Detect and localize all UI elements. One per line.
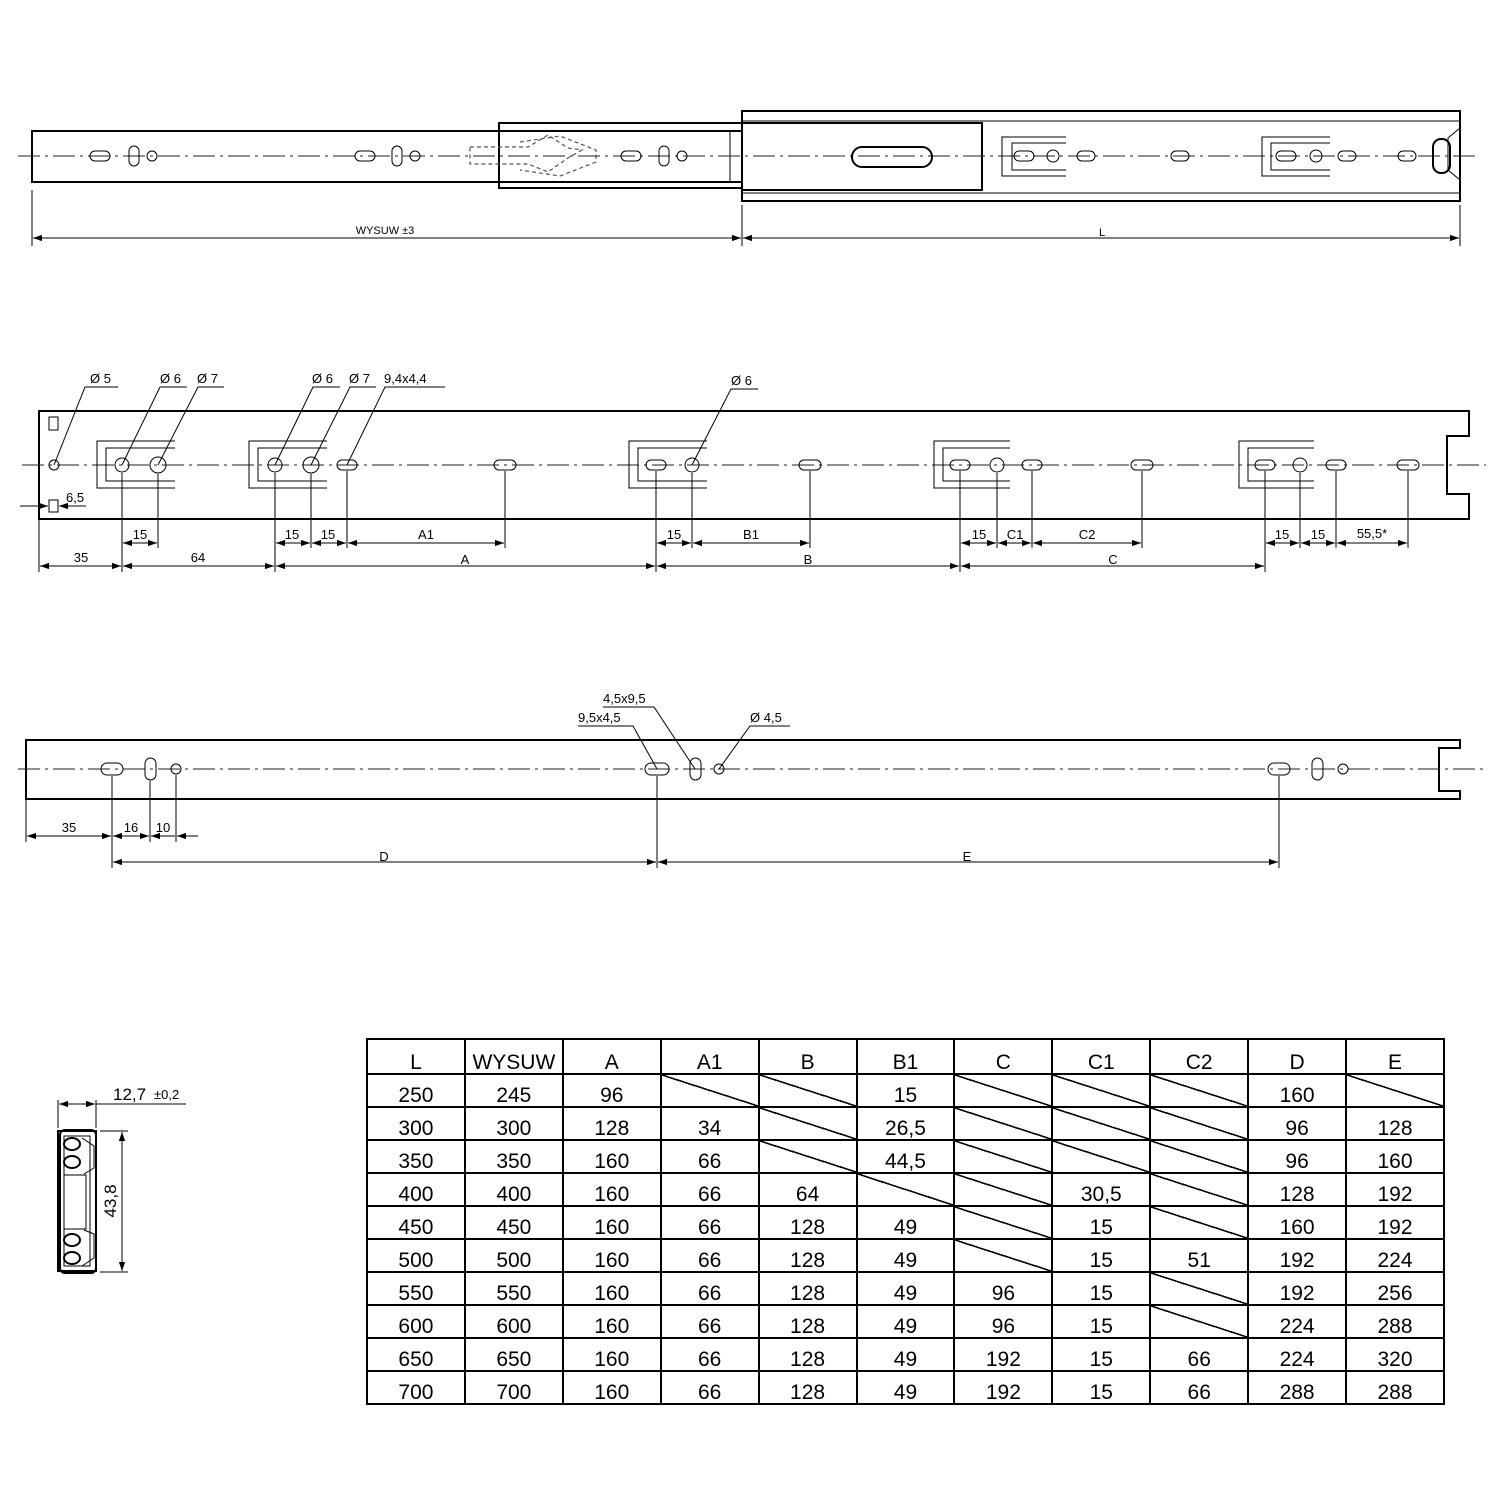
table-cell [1052,1107,1150,1140]
dim-10: 10 [155,820,171,835]
table-cell: 49 [857,1239,955,1272]
dim-64: 64 [190,550,206,565]
table-cell: 192 [1248,1272,1346,1305]
table-cell: 30,5 [1052,1173,1150,1206]
dim-B1: B1 [743,527,759,542]
view-extended-slide [18,111,1478,246]
table-cell: 66 [661,1305,759,1338]
table-row [367,1107,1444,1140]
table-cell: 15 [1052,1239,1150,1272]
table-cell [1150,1305,1248,1338]
col-header: C2 [1150,1039,1248,1074]
table-cell: 192 [1248,1239,1346,1272]
table-row [367,1074,1444,1107]
table-cell: 44,5 [857,1140,955,1173]
table-cell [954,1107,1052,1140]
table-cell: 300 [465,1107,563,1140]
callout-d6: Ø 6 [312,371,333,386]
table-cell [1150,1173,1248,1206]
table-cell [954,1239,1052,1272]
dim-last: 55,5* [1356,526,1388,541]
table-cell: 550 [367,1272,465,1305]
col-header: A1 [661,1039,759,1074]
table-cell: 15 [1052,1305,1150,1338]
table-cell: 700 [465,1371,563,1404]
callout-slot-h: 9,5x4,5 [578,710,621,725]
dim-35: 35 [73,550,89,565]
table-cell: 128 [759,1305,857,1338]
table-cell: 51 [1150,1239,1248,1272]
table-cell: 49 [857,1338,955,1371]
table-cell: 128 [759,1371,857,1404]
table-cell: 700 [367,1371,465,1404]
table-cell: 500 [465,1239,563,1272]
table-row [367,1371,1444,1404]
table-cell: 160 [563,1140,661,1173]
table-cell: 192 [954,1371,1052,1404]
dim-16: 16 [123,820,139,835]
dim-15: 15 [1274,527,1290,542]
table-cell: 650 [367,1338,465,1371]
table-header-row [367,1039,1444,1074]
table-cell: 128 [1346,1107,1444,1140]
table-row [367,1173,1444,1206]
profile-height: 43,8 [101,1184,120,1218]
table-cell: 500 [367,1239,465,1272]
table-cell [759,1107,857,1140]
table-cell: 160 [563,1206,661,1239]
callout-d7: Ø 7 [349,371,370,386]
table-cell: 15 [1052,1338,1150,1371]
col-header: C [954,1039,1052,1074]
callout-d5: Ø 5 [90,371,111,386]
table-cell: 96 [954,1305,1052,1338]
table-cell: 66 [661,1140,759,1173]
table-cell [954,1173,1052,1206]
dim-15: 15 [971,527,987,542]
table-cell: 224 [1248,1338,1346,1371]
view-cabinet-member [18,691,1486,868]
table-cell [759,1074,857,1107]
table-cell: 160 [1248,1206,1346,1239]
table-cell [954,1206,1052,1239]
table-cell: 49 [857,1371,955,1404]
callout-slot: 9,4x4,4 [384,371,427,386]
table-cell: 96 [1248,1107,1346,1140]
table-cell: 350 [465,1140,563,1173]
profile-width-tol: ±0,2 [154,1087,180,1102]
col-header: WYSUW [465,1039,563,1074]
table-cell: 650 [465,1338,563,1371]
table-row [367,1206,1444,1239]
table-cell [1052,1074,1150,1107]
table-cell [759,1140,857,1173]
table-cell: 192 [1346,1206,1444,1239]
table-cell: 49 [857,1206,955,1239]
table-cell: 350 [367,1140,465,1173]
table-cell: 128 [759,1206,857,1239]
dim-15: 15 [1310,527,1326,542]
table-cell: 450 [367,1206,465,1239]
col-header: C1 [1052,1039,1150,1074]
table-cell: 550 [465,1272,563,1305]
table-cell: 66 [1150,1371,1248,1404]
table-cell: 160 [563,1338,661,1371]
table-row [367,1338,1444,1371]
table-cell: 15 [1052,1272,1150,1305]
table-cell: 288 [1346,1371,1444,1404]
dim-C: C [1108,552,1118,567]
dim-D: D [379,849,389,864]
table-cell [1052,1140,1150,1173]
callout-d7: Ø 7 [197,371,218,386]
table-cell: 96 [954,1272,1052,1305]
dim-offset: 6,5 [66,490,85,505]
table-row [367,1140,1444,1173]
table-cell [1346,1074,1444,1107]
table-cell: 192 [954,1338,1052,1371]
table-cell [954,1140,1052,1173]
table-cell: 26,5 [857,1107,955,1140]
table-cell: 66 [661,1173,759,1206]
table-cell: 245 [465,1074,563,1107]
table-row [367,1272,1444,1305]
table-cell: 66 [661,1371,759,1404]
view-profile-section [58,1085,186,1273]
col-header: E [1346,1039,1444,1074]
table-cell: 160 [1248,1074,1346,1107]
table-cell: 288 [1248,1371,1346,1404]
table-cell: 320 [1346,1338,1444,1371]
table-cell: 15 [857,1074,955,1107]
dim-15: 15 [666,527,682,542]
callout-d6: Ø 6 [160,371,181,386]
table-cell [661,1074,759,1107]
table-cell: 64 [759,1173,857,1206]
table-cell [954,1074,1052,1107]
callout-d6: Ø 6 [731,373,752,388]
table-cell: 450 [465,1206,563,1239]
col-header: B [759,1039,857,1074]
profile-width: 12,7 [113,1085,147,1104]
dim-A1: A1 [418,527,434,542]
table-cell: 128 [1248,1173,1346,1206]
table-cell: 224 [1346,1239,1444,1272]
table-row [367,1305,1444,1338]
col-header: D [1248,1039,1346,1074]
dim-15: 15 [132,527,148,542]
table-cell: 256 [1346,1272,1444,1305]
table-cell: 128 [759,1338,857,1371]
table-row [367,1239,1444,1272]
table-cell: 400 [465,1173,563,1206]
table-cell: 160 [563,1272,661,1305]
dimension-table [366,1038,1445,1405]
table-cell: 160 [563,1173,661,1206]
table-cell [1150,1074,1248,1107]
dim-15: 15 [284,527,300,542]
table-cell: 66 [1150,1338,1248,1371]
table-cell: 96 [1248,1140,1346,1173]
table-cell: 160 [563,1371,661,1404]
table-cell: 300 [367,1107,465,1140]
dim-15: 15 [320,527,336,542]
label-extension: WYSUW ±3 [355,225,415,237]
view-drawer-member [20,371,1486,572]
table-cell: 96 [563,1074,661,1107]
table-cell: 400 [367,1173,465,1206]
table-cell: 128 [759,1272,857,1305]
table-cell: 49 [857,1272,955,1305]
table-cell: 15 [1052,1206,1150,1239]
dim-E: E [962,849,972,864]
table-cell: 128 [759,1239,857,1272]
table-cell [1150,1272,1248,1305]
callout-slot-v: 4,5x9,5 [603,691,646,706]
table-cell: 128 [563,1107,661,1140]
table-cell: 49 [857,1305,955,1338]
dim-A: A [460,552,470,567]
table-cell: 160 [563,1239,661,1272]
col-header: B1 [857,1039,955,1074]
table-cell: 66 [661,1338,759,1371]
dim-B: B [803,552,813,567]
dim-C2: C2 [1078,527,1096,542]
table-cell: 160 [1346,1140,1444,1173]
table-cell: 250 [367,1074,465,1107]
col-header: L [367,1039,465,1074]
table-cell: 66 [661,1239,759,1272]
table-cell [1150,1107,1248,1140]
table-cell: 34 [661,1107,759,1140]
table-cell [857,1173,955,1206]
table-cell: 66 [661,1272,759,1305]
dim-C1: C1 [1006,527,1024,542]
label-length: L [1098,227,1106,239]
callout-hole: Ø 4,5 [750,710,782,725]
table-cell [1150,1140,1248,1173]
table-cell: 66 [661,1206,759,1239]
table-cell: 600 [465,1305,563,1338]
table-cell: 288 [1346,1305,1444,1338]
table-cell: 15 [1052,1371,1150,1404]
dim-35: 35 [61,820,77,835]
table-cell: 192 [1346,1173,1444,1206]
col-header: A [563,1039,661,1074]
table-cell: 224 [1248,1305,1346,1338]
table-cell: 600 [367,1305,465,1338]
table-cell [1150,1206,1248,1239]
table-cell: 160 [563,1305,661,1338]
